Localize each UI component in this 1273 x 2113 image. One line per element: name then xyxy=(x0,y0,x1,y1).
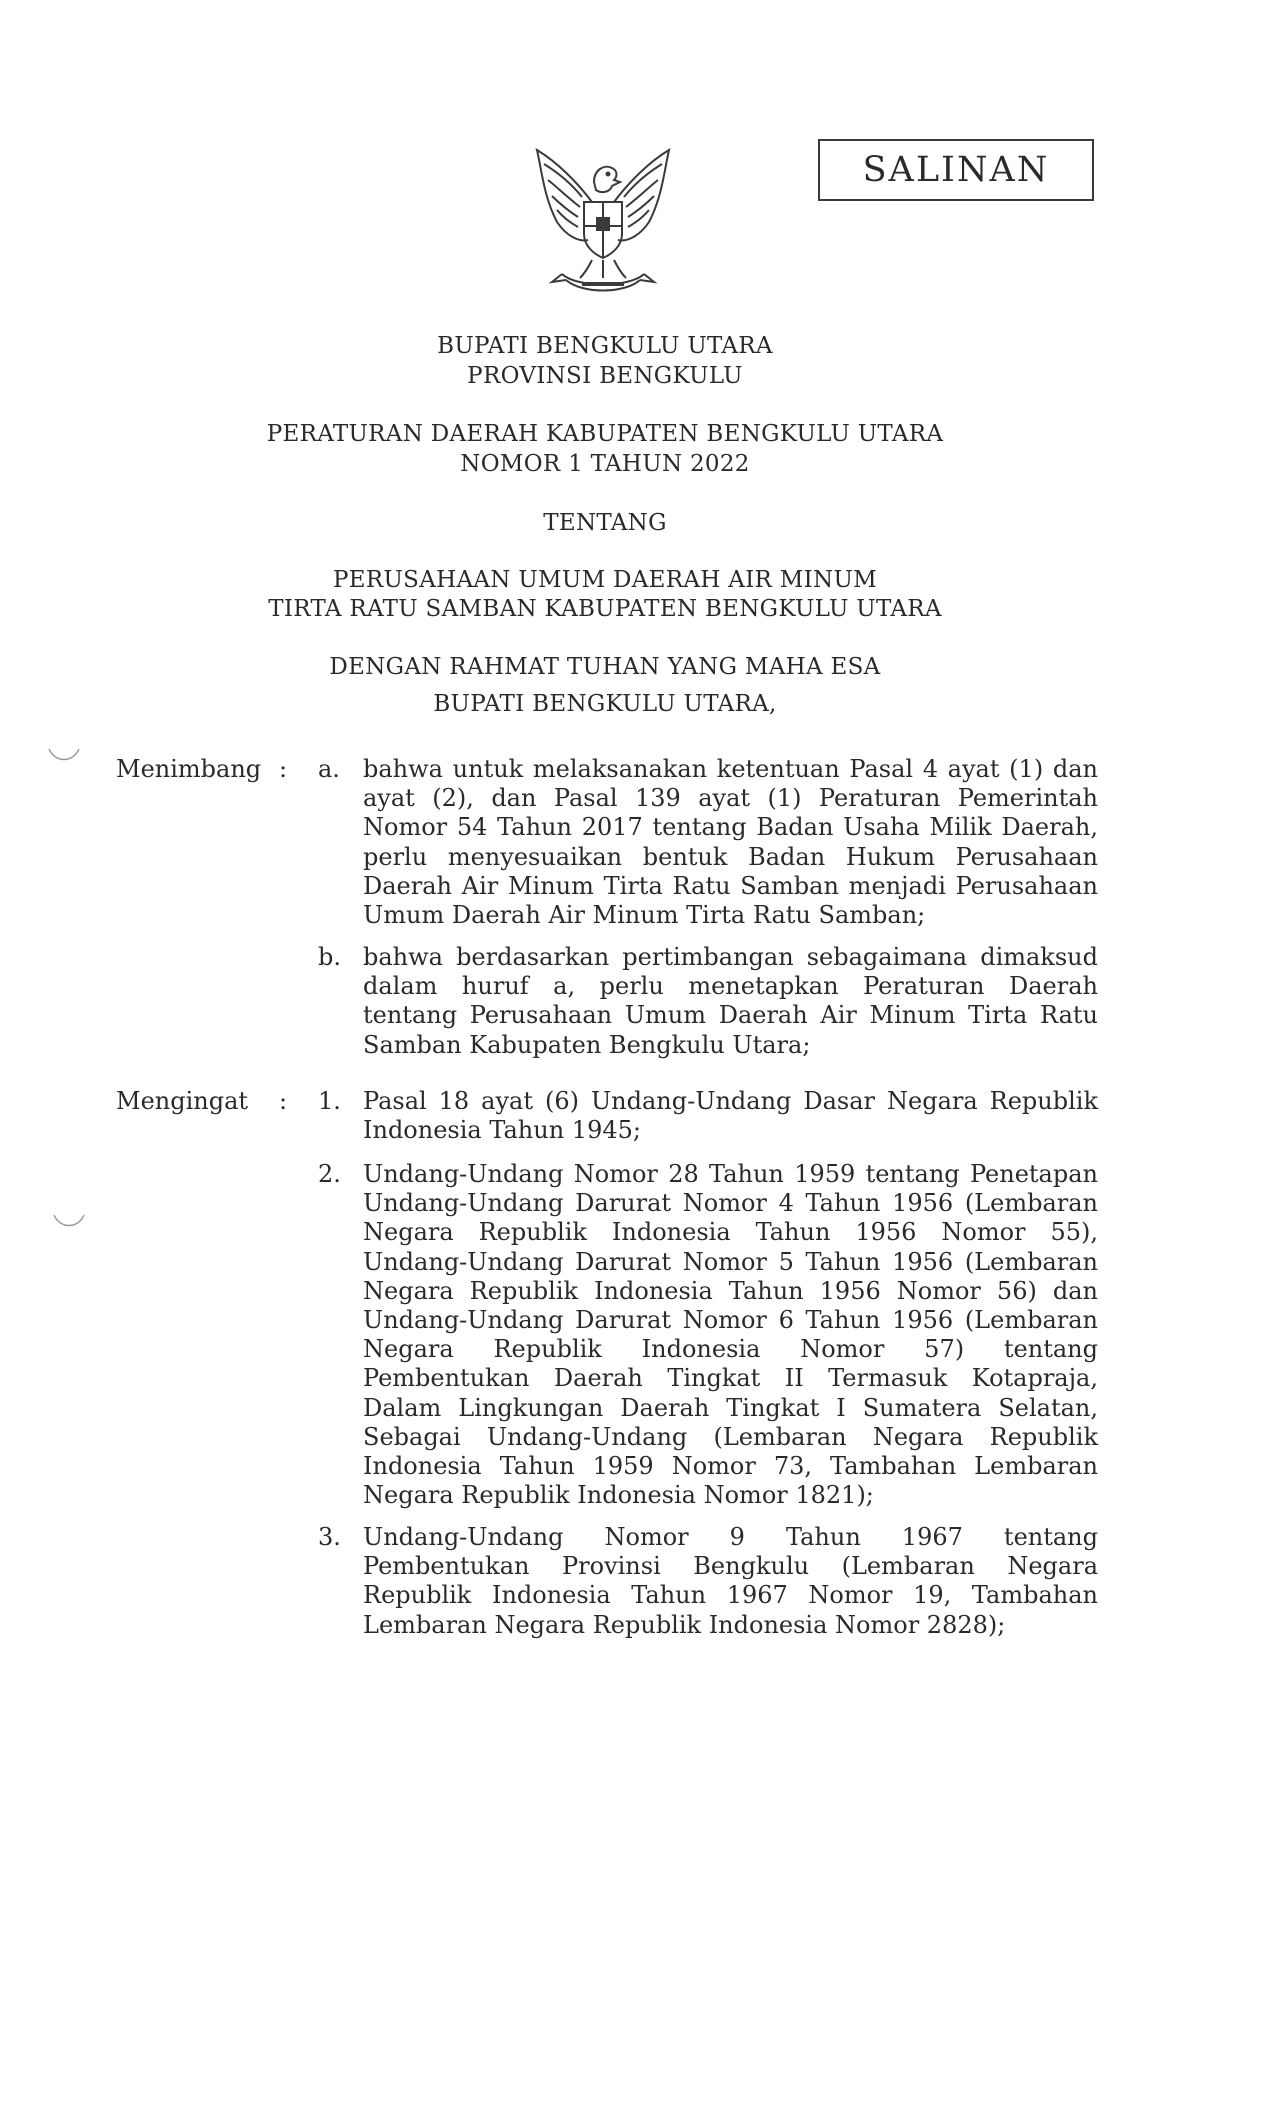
mengingat-item-marker: 1. xyxy=(318,1087,341,1115)
regulation-number: NOMOR 1 TAHUN 2022 xyxy=(460,451,750,477)
mengingat-label: Mengingat xyxy=(116,1087,249,1115)
mengingat-item-text: Undang-Undang Nomor 28 Tahun 1959 tentang Penetapan Undang-Undang Darurat Nomor 4 Tahun 1956 (Lembaran Negara Republik Indonesia Tahun 1956 Nomor 55), Undang-Undang Darurat Nomor 5 Tahun 1956 (Lembaran Negara Republik Indonesia Tahun 1956 Nomor 56) dan Undang-Undang Darurat Nomor 6 Tahun 1956 (Lembaran Negara Republik Indonesia Nomor 57) tentang Pembentukan Daerah Tingkat II Termasuk Kotapraja, Dalam Lingkungan Daerah Tingkat I Sumatera Selatan, Sebagai Undang-Undang (Lembaran Negara Republik Indonesia Tahun 1959 Nomor 73, Tambahan Lembaran Negara Republik Indonesia Nomor 1821); xyxy=(363,1160,1098,1510)
menimbang-item-text: bahwa berdasarkan pertimbangan sebagaimana dimaksud dalam huruf a, perlu menetapkan Peraturan Daerah tentang Perusahaan Umum Daerah Air Minum Tirta Ratu Samban Kabupaten Bengkulu Utara; xyxy=(363,943,1098,1059)
mengingat-colon: : xyxy=(279,1087,288,1115)
subject-title-line1: PERUSAHAAN UMUM DAERAH AIR MINUM xyxy=(333,567,877,593)
salinan-stamp xyxy=(818,139,1094,201)
mengingat-item-marker: 3. xyxy=(318,1523,341,1551)
menimbang-item-text: bahwa untuk melaksanakan ketentuan Pasal 4 ayat (1) dan ayat (2), dan Pasal 139 ayat (1) Peraturan Pemerintah Nomor 54 Tahun 2017 tentang Badan Usaha Milik Daerah, perlu menyesuaikan bentuk Badan Hukum Perusahaan Daerah Air Minum Tirta Ratu Samban menjadi Perusahaan Umum Daerah Air Minum Tirta Ratu Samban; xyxy=(363,755,1098,930)
blessing-line: DENGAN RAHMAT TUHAN YANG MAHA ESA xyxy=(329,654,881,680)
scan-mark-icon xyxy=(52,1213,86,1231)
province-title: PROVINSI BENGKULU xyxy=(467,363,743,389)
about-heading: TENTANG xyxy=(543,510,667,536)
mengingat-item-text: Pasal 18 ayat (6) Undang-Undang Dasar Negara Republik Indonesia Tahun 1945; xyxy=(363,1087,1098,1145)
regulation-title: PERATURAN DAERAH KABUPATEN BENGKULU UTARA xyxy=(266,421,944,447)
scan-mark-icon xyxy=(47,747,81,765)
menimbang-item-marker: a. xyxy=(318,755,340,783)
issuer-title: BUPATI BENGKULU UTARA xyxy=(437,333,773,359)
menimbang-item-marker: b. xyxy=(318,943,341,971)
menimbang-colon: : xyxy=(279,755,288,783)
issuer-signature-title: BUPATI BENGKULU UTARA, xyxy=(433,691,777,717)
subject-title-line2: TIRTA RATU SAMBAN KABUPATEN BENGKULU UTARA xyxy=(268,596,942,622)
menimbang-label: Menimbang xyxy=(116,755,262,783)
salinan-label: SALINAN xyxy=(862,150,1050,190)
mengingat-item-text: Undang-Undang Nomor 9 Tahun 1967 tentang Pembentukan Provinsi Bengkulu (Lembaran Negara Republik Indonesia Tahun 1967 Nomor 19, Tambahan Lembaran Negara Republik Indonesia Nomor 2828); xyxy=(363,1523,1098,1639)
garuda-emblem-icon xyxy=(522,142,684,300)
mengingat-item-marker: 2. xyxy=(318,1160,341,1188)
